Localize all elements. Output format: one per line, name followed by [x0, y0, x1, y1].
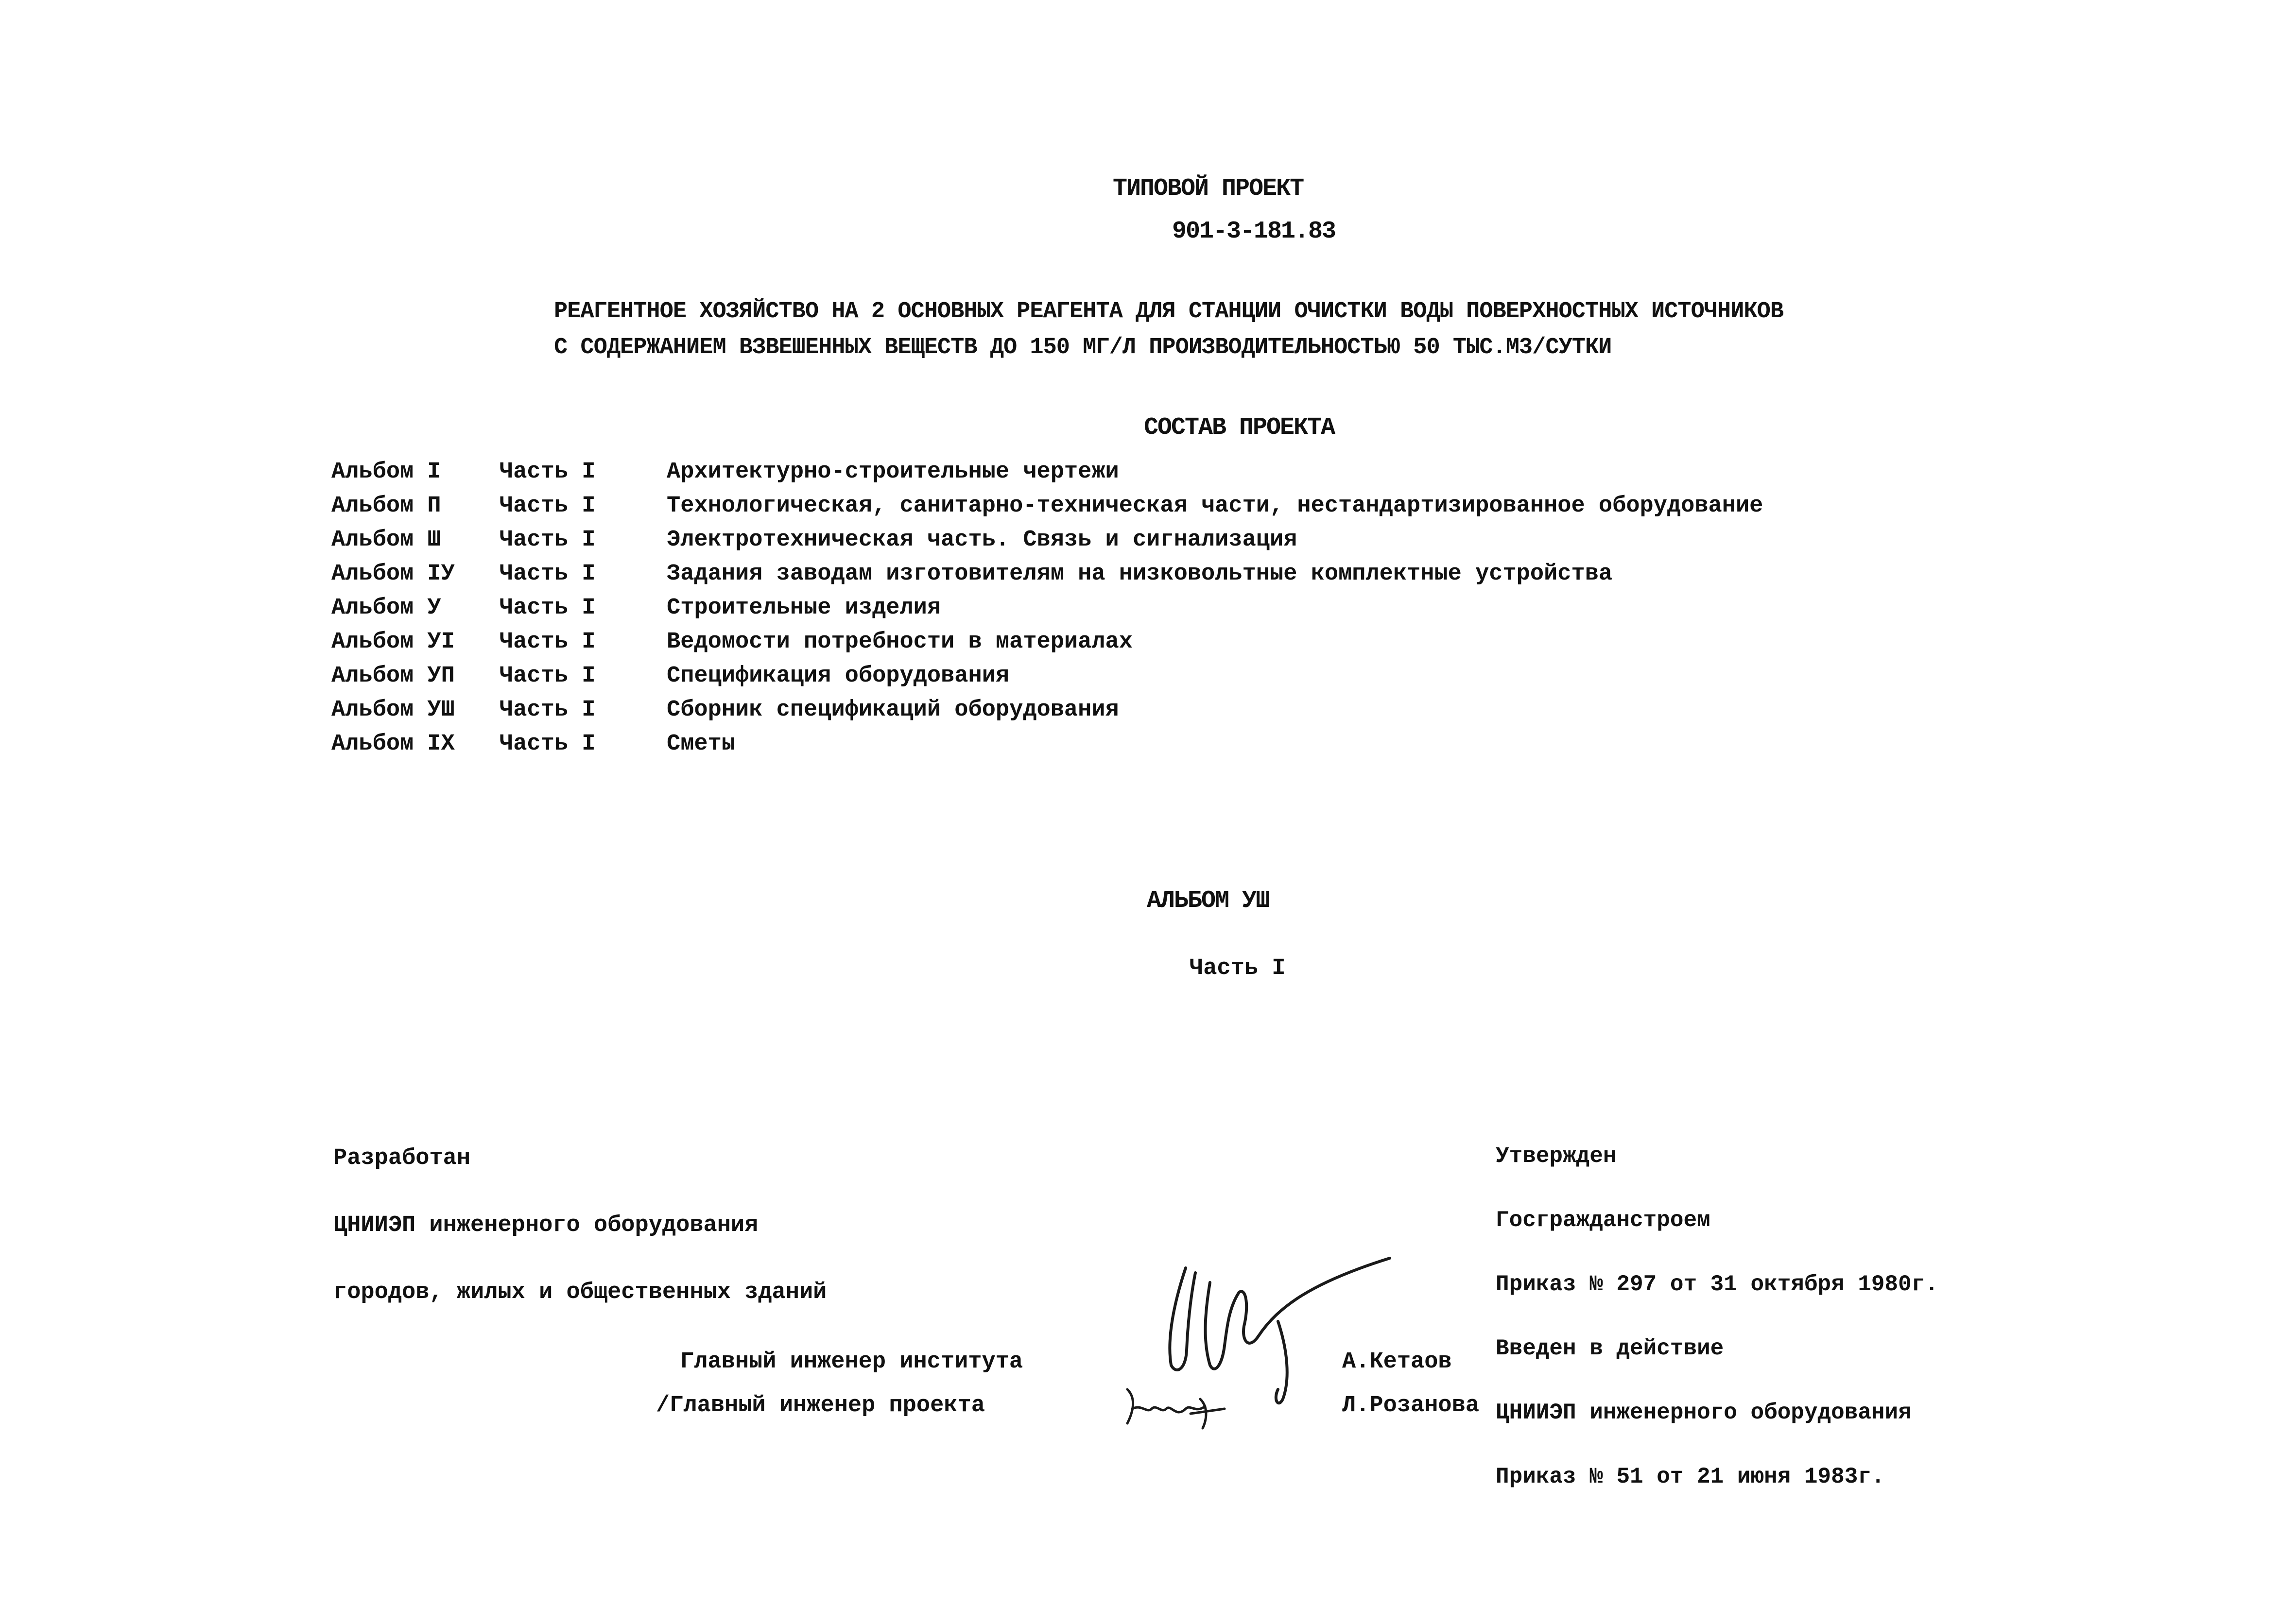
title-line-1: РЕАГЕНТНОЕ ХОЗЯЙСТВО НА 2 ОСНОВНЫХ РЕАГЕНТА ДЛЯ СТАНЦИИ ОЧИСТКИ ВОДЫ ПОВЕРХНОСТНЫХ ИСТОЧНИКОВ [554, 299, 1784, 325]
album-label: Альбом УI [331, 629, 455, 655]
album-description: Технологическая, санитарно-техническая части, нестандартизированное оборудование [667, 493, 1763, 519]
album-description: Архитектурно-строительные чертежи [667, 459, 1119, 485]
album-label: Альбом IУ [331, 561, 455, 587]
developed-label: Разработан [333, 1145, 471, 1171]
signature-role-2: /Главный инженер проекта [656, 1393, 985, 1418]
album-description: Электротехническая часть. Связь и сигнализация [667, 527, 1297, 553]
part-label: Часть I [500, 595, 596, 621]
album-description: Сборник спецификаций оборудования [667, 697, 1119, 723]
doc-type-heading: ТИПОВОЙ ПРОЕКТ [1113, 175, 1304, 203]
handwritten-signature-2 [1118, 1380, 1244, 1433]
current-album-heading: АЛЬБОМ УШ [1147, 887, 1270, 915]
album-label: Альбом Ш [331, 527, 441, 553]
approved-line-5: Приказ № 51 от 21 июня 1983г. [1496, 1464, 1885, 1489]
part-label: Часть I [500, 459, 596, 485]
part-label: Часть I [500, 561, 596, 587]
album-label: Альбом УП [331, 663, 455, 689]
album-description: Ведомости потребности в материалах [667, 629, 1133, 655]
album-description: Сметы [667, 731, 736, 757]
album-label: Альбом IX [331, 731, 455, 757]
signature-name-2: Л.Розанова [1342, 1393, 1480, 1418]
developed-org-line-2: городов, жилых и общественных зданий [333, 1280, 827, 1305]
album-description: Спецификация оборудования [667, 663, 1010, 689]
developed-org-line-1: ЦНИИЭП инженерного оборудования [333, 1213, 759, 1238]
part-label: Часть I [500, 493, 596, 519]
part-label: Часть I [500, 697, 596, 723]
title-line-2: С СОДЕРЖАНИЕМ ВЗВЕШЕННЫХ ВЕЩЕСТВ ДО 150 МГ/Л ПРОИЗВОДИТЕЛЬНОСТЬЮ 50 ТЫС.М3/СУТКИ [554, 335, 1612, 360]
album-description: Строительные изделия [667, 595, 941, 621]
approved-label: Утвержден [1496, 1144, 1617, 1169]
approved-line-2: Приказ № 297 от 31 октября 1980г. [1496, 1272, 1938, 1297]
part-label: Часть I [500, 731, 596, 757]
album-label: Альбом УШ [331, 697, 455, 723]
approved-line-1: Госгражданстроем [1496, 1208, 1710, 1233]
album-label: Альбом I [331, 459, 441, 485]
part-label: Часть I [500, 527, 596, 553]
album-label: Альбом П [331, 493, 441, 519]
approved-line-3: Введен в действие [1496, 1336, 1724, 1361]
approved-by-block [1496, 1103, 1938, 1530]
approved-line-4: ЦНИИЭП инженерного оборудования [1496, 1400, 1912, 1425]
developed-by-block [333, 1103, 827, 1349]
part-label: Часть I [500, 663, 596, 689]
signature-name-1: А.Кетаов [1342, 1349, 1452, 1375]
album-label: Альбом У [331, 595, 441, 621]
album-description: Задания заводам изготовителям на низковольтные комплектные устройства [667, 561, 1613, 587]
doc-number: 901-3-181.83 [1172, 218, 1336, 245]
composition-heading: СОСТАВ ПРОЕКТА [1144, 414, 1335, 442]
part-label: Часть I [500, 629, 596, 655]
signature-role-1: Главный инженер института [680, 1349, 1023, 1375]
current-part-heading: Часть I [1190, 956, 1286, 981]
